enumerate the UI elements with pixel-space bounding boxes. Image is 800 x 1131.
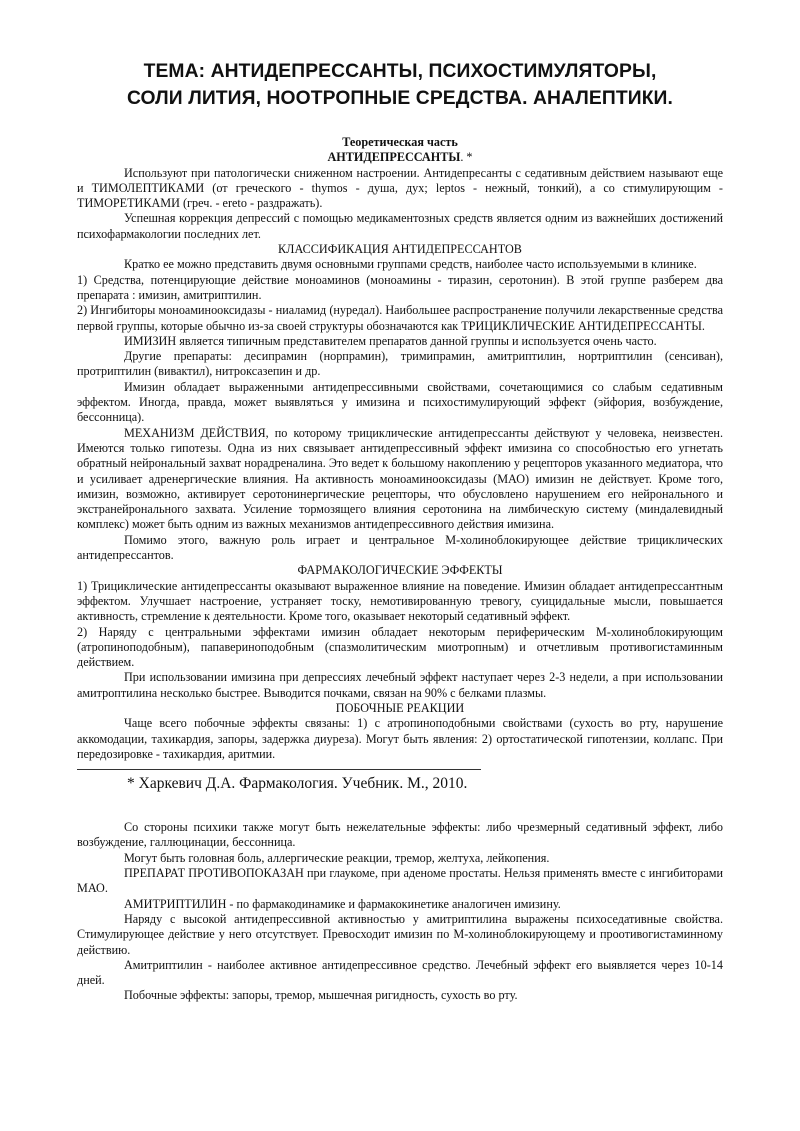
- antidepressants-heading-text: АНТИДЕПРЕССАНТЫ: [327, 150, 461, 165]
- paragraph-20: Амитриптилин - наиболее активное антидепрессивное средство. Лечебный эффект его выявляется через 10-14 дней.: [77, 957, 723, 988]
- paragraph-9: МЕХАНИЗМ ДЕЙСТВИЯ, по которому трициклические антидепрессанты действуют у человека, неизвестен. Имеются только гипотезы. Одна из них связывает антидепрессивный эффект имизина со способностью его угнетать обратный нейрональный захват норадреналина. Это ведет к большому накоплению у рецепторов указанного медиатора, что и усиливает адренергические влияния. На активность моноаминооксидазы (МАО) имизин не действует. Кроме того, имизин, возможно, активирует серотонинергические рецепторы, что обусловлено нарушением его нейронального и экстранейронального захвата. Усиление тормозящего влияния серотонина на лимбическую систему (миндалевидный комплекс) может быть одним из важных механизмов антидепрессивного действия имизина.: [77, 425, 723, 532]
- paragraph-18: АМИТРИПТИЛИН - по фармакодинамике и фармакокинетике аналогичен имизину.: [124, 896, 561, 911]
- paragraph-14: Чаще всего побочные эффекты связаны: 1) с атропиноподобными свойствами (сухость во рту, нарушение аккомодации, тахикардия, запоры, задержка диуреза). Могут быть явления: 2) ортостатической гипотензии, коллапс. При передозировке - тахикардия, аритмии.: [77, 716, 723, 761]
- classification-heading: КЛАССИФИКАЦИЯ АНТИДЕПРЕССАНТОВ: [278, 242, 522, 257]
- pharmacological-effects-heading: ФАРМАКОЛОГИЧЕСКИЕ ЭФФЕКТЫ: [297, 563, 503, 578]
- footnote: * Харкевич Д.А. Фармакология. Учебник. М., 2010.: [127, 775, 468, 793]
- side-reactions-heading: ПОБОЧНЫЕ РЕАКЦИИ: [335, 700, 465, 715]
- paragraph-16: Могут быть головная боль, аллергические реакции, тремор, желтуха, лейкопения.: [124, 850, 550, 865]
- footnote-divider: [77, 769, 481, 770]
- paragraph-12: 2) Наряду с центральными эффектами имизин обладает некоторым периферическим М-холиноблокирующим (атропиноподобным), папавериноподобным (спазмолитическим миотропным) и отчетливым противогистаминным действием.: [77, 624, 723, 670]
- paragraph-15: Со стороны психики также могут быть нежелательные эффекты: либо чрезмерный седативный эффект, либо возбуждение, галлюцинации, бессонница.: [77, 820, 723, 850]
- paragraph-7: Другие препараты: десипрамин (норпрамин), тримипрамин, амитриптилин, нортриптилин (сенсиван), протриптилин (вивактил), нитроксазепин и др.: [77, 349, 723, 379]
- paragraph-4: 1) Средства, потенцирующие действие моноаминов (моноамины - тиразин, серотонин). В этой группе разберем два препарата : имизин, амитриптилин.: [77, 272, 723, 302]
- paragraph-1: Используют при патологически сниженном настроении. Антидепресанты с седативным действием называют еще и ТИМОЛЕПТИКАМИ (от греческого - thymos - душа, дух; leptos - нежный, тонкий), а со стимулирующим - ТИМОРЕТИКАМИ (греч. - ereto - раздражать).: [77, 165, 723, 211]
- antidepressants-heading: [77, 150, 723, 165]
- paragraph-19: Наряду с высокой антидепрессивной активностью у амитриптилина выражены психоседативные свойства. Стимулирующее действие у него отсутствует. Превосходит имизин по М-холиноблокирующему и проотивогистаминному действию.: [77, 911, 723, 957]
- footnote-mark: . *: [460, 150, 473, 165]
- theory-label: Теоретическая часть: [342, 135, 458, 149]
- title-line-2: СОЛИ ЛИТИЯ, НООТРОПНЫЕ СРЕДСТВА. АНАЛЕПТИКИ.: [127, 88, 673, 109]
- paragraph-6: ИМИЗИН является типичным представителем препаратов данной группы и используется очень часто.: [124, 333, 657, 348]
- paragraph-17: ПРЕПАРАТ ПРОТИВОПОКАЗАН при глаукоме, при аденоме простаты. Нельзя применять вместе с ингибиторами МАО.: [77, 866, 723, 896]
- paragraph-13: При использовании имизина при депрессиях лечебный эффект наступает через 2-3 недели, а при использовании амитроптилина несколько быстрее. Выводится почками, связан на 90% с белками плазмы.: [77, 670, 723, 700]
- document-page: [77, 58, 723, 1004]
- paragraph-3: Кратко ее можно представить двумя основными группами средств, наиболее часто используемыми в клинике.: [124, 257, 697, 272]
- title-line-1: ТЕМА: АНТИДЕПРЕССАНТЫ, ПСИХОСТИМУЛЯТОРЫ,: [143, 61, 657, 82]
- paragraph-5: 2) Ингибиторы моноаминооксидазы - ниаламид (нуредал). Наибольшее распространение получили лекарственные средства первой группы, которые обычно из-за своей структуры обозначаются как ТРИЦИКЛИЧЕСКИЕ АНТИДЕПРЕССАНТЫ.: [77, 303, 723, 333]
- paragraph-10: Помимо этого, важную роль играет и центральное М-холиноблокирующее действие трициклических антидепрессантов.: [77, 532, 723, 563]
- paragraph-8: Имизин обладает выраженными антидепрессивными свойствами, сочетающимися со слабым седативным эффектом. Иногда, правда, может выявляться у имизина и психостимулирующий эффект (эйфория, возбуждение, бессонница).: [77, 379, 723, 425]
- paragraph-21: Побочные эффекты: запоры, тремор, мышечная ригидность, сухость во рту.: [124, 988, 518, 1003]
- page-title: [77, 58, 723, 112]
- paragraph-2: Успешная коррекция депрессий с помощью медикаментозных средств является одним из важнейших достижений психофармакологии последних лет.: [77, 211, 723, 241]
- paragraph-11: 1) Трициклические антидепрессанты оказывают выраженное влияние на поведение. Имизин обладает антидепрессантным эффектом. Улучшает настроение, устраняет тоску, немотивированную тревогу, суицидальные мысли, повышается активность, стремление к деятельности. Кроме того, оказывает некоторый седативный эффект.: [77, 578, 723, 624]
